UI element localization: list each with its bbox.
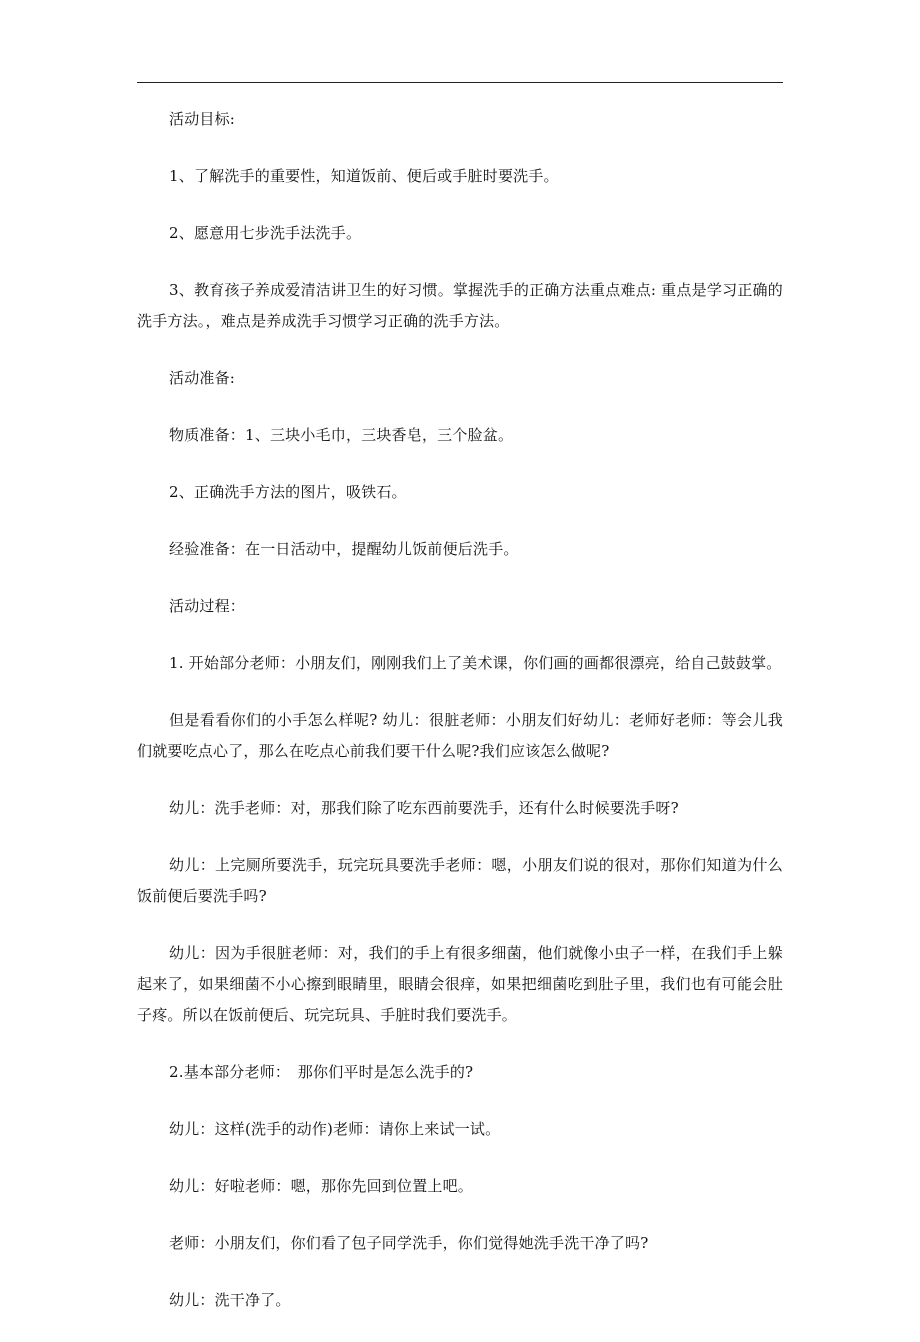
- goal-item-2: 2、愿意用七步洗手法洗手。: [169, 224, 362, 242]
- process-paragraph: 老师：小朋友们，你们看了包子同学洗手，你们觉得她洗手洗干净了吗?: [169, 1234, 649, 1252]
- process-paragraph: 幼儿：上完厕所要洗手，玩完玩具要洗手老师：嗯，小朋友们说的很对，那你们知道为什么饭前便后要洗手吗?: [137, 856, 783, 905]
- process-paragraph: 幼儿：洗干净了。: [169, 1291, 291, 1309]
- experience-preparation: 经验准备：在一日活动中，提醒幼儿饭前便后洗手。: [169, 540, 519, 558]
- process-paragraph: 幼儿：这样(洗手的动作)老师：请你上来试一试。: [169, 1120, 501, 1138]
- heading-activity-preparation: 活动准备:: [169, 369, 236, 387]
- process-paragraph: 幼儿：好啦老师：嗯，那你先回到位置上吧。: [169, 1177, 474, 1195]
- header-rule: [137, 82, 783, 83]
- document-body: [137, 104, 783, 1342]
- goal-item-3: 3、教育孩子养成爱清洁讲卫生的好习惯。掌握洗手的正确方法重点难点: 重点是学习正确的洗手方法。，难点是养成洗手习惯学习正确的洗手方法。: [137, 281, 783, 330]
- material-preparation-2: 2、正确洗手方法的图片，吸铁石。: [169, 483, 407, 501]
- process-paragraph: 但是看看你们的小手怎么样呢? 幼儿：很脏老师：小朋友们好幼儿：老师好老师：等会儿我们就要吃点心了，那么在吃点心前我们要干什么呢?我们应该怎么做呢?: [137, 711, 783, 760]
- process-paragraph: 1. 开始部分老师：小朋友们，刚刚我们上了美术课，你们画的画都很漂亮，给自己鼓鼓掌。: [169, 654, 782, 672]
- process-paragraph: 幼儿：因为手很脏老师：对，我们的手上有很多细菌，他们就像小虫子一样，在我们手上躲起来了，如果细菌不小心擦到眼睛里，眼睛会很痒，如果把细菌吃到肚子里，我们也有可能会肚子疼。所以在饭前便后、玩完玩具、手脏时我们要洗手。: [137, 944, 783, 1024]
- heading-activity-process: 活动过程：: [169, 597, 246, 615]
- process-paragraph: 2.基本部分老师： 那你们平时是怎么洗手的?: [169, 1063, 474, 1081]
- heading-activity-goals: 活动目标:: [169, 110, 236, 128]
- material-preparation: 物质准备：1、三块小毛巾，三块香皂，三个脸盆。: [169, 426, 514, 444]
- process-paragraph: 幼儿：洗手老师：对，那我们除了吃东西前要洗手，还有什么时候要洗手呀?: [169, 799, 679, 817]
- goal-item-1: 1、了解洗手的重要性，知道饭前、便后或手脏时要洗手。: [169, 167, 559, 185]
